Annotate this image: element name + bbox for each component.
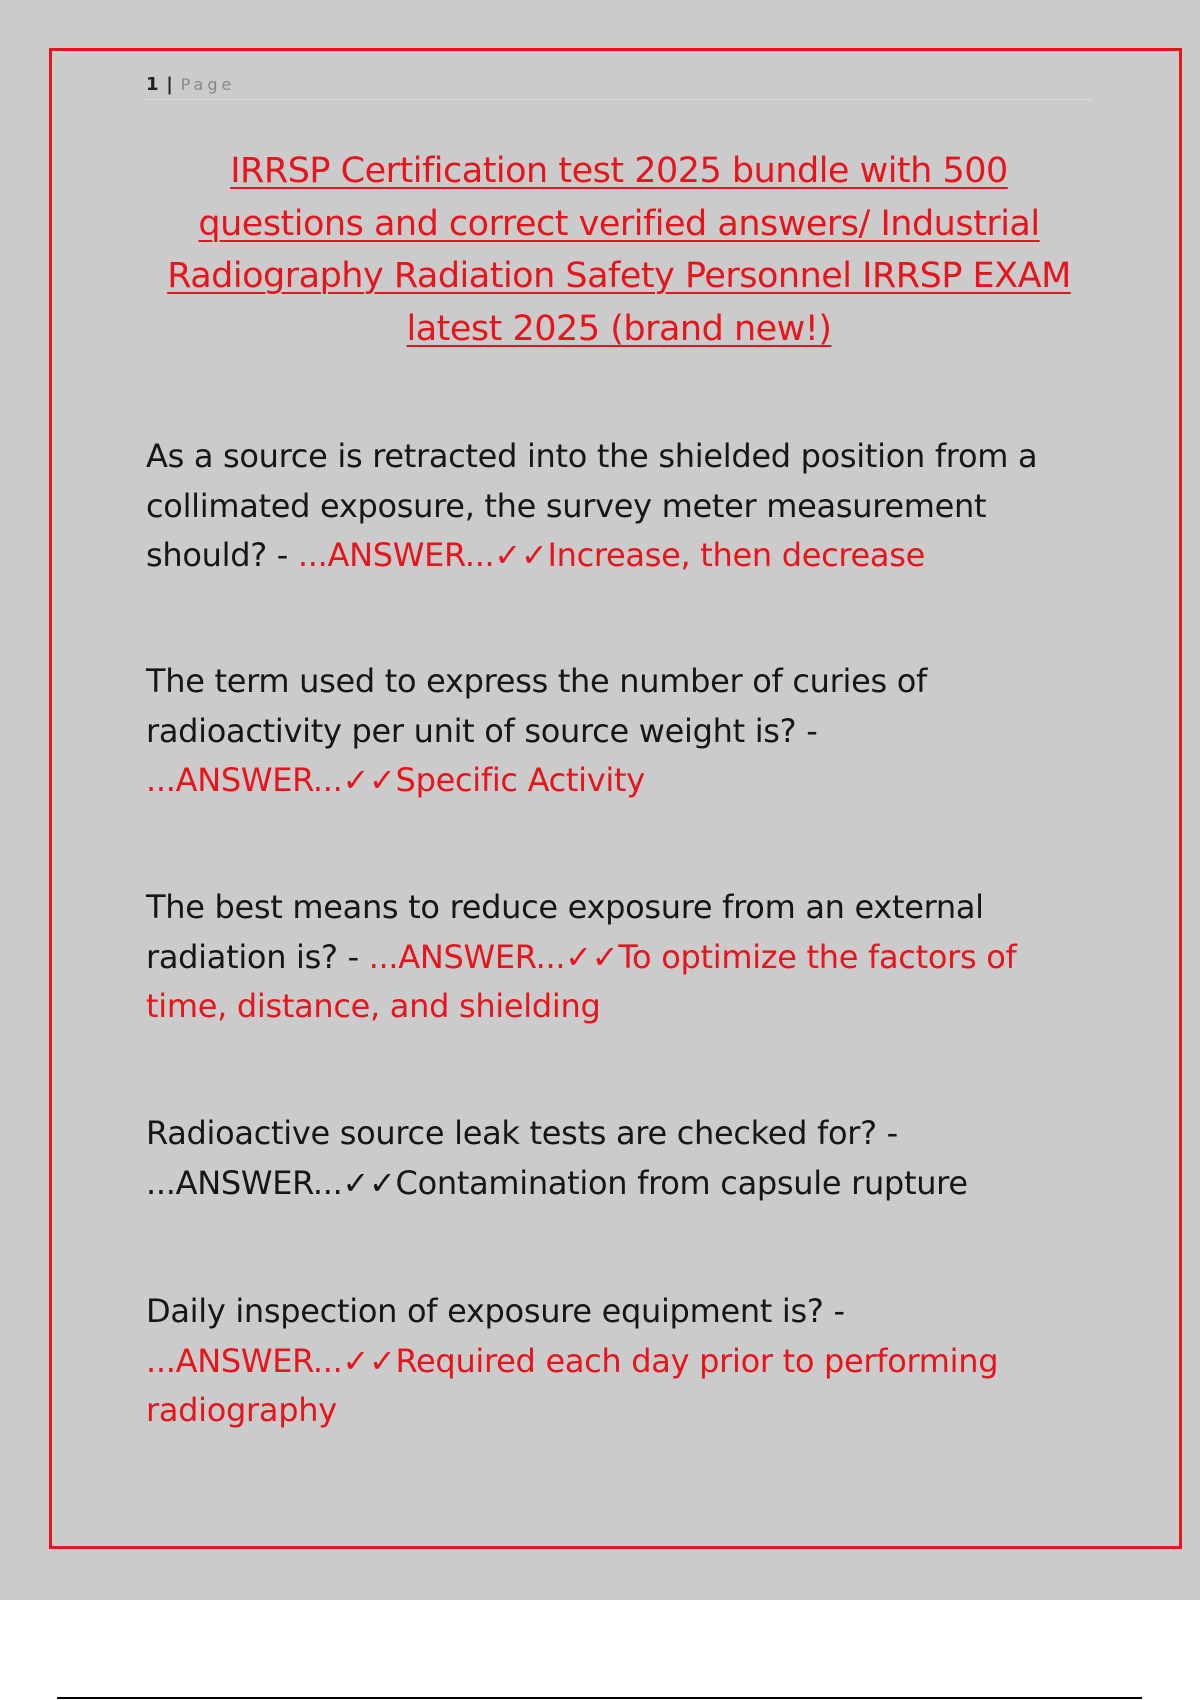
answer-text: ...ANSWER...✓✓Specific Activity [146, 761, 645, 799]
question-text: Radioactive source leak tests are checked for? - [146, 1114, 898, 1152]
answer-text: ...ANSWER...✓✓Contamination from capsule rupture [146, 1163, 968, 1202]
answer-text: ...ANSWER...✓✓To optimize the factors of time, distance, and shielding [146, 937, 1017, 1025]
question-text: Daily inspection of exposure equipment is? - [146, 1292, 845, 1330]
question-text: As a source is retracted into the shielded position from a collimated exposure, the survey meter measurement should? - [146, 437, 1038, 574]
page-label: Page [180, 75, 236, 94]
qa-item [146, 1287, 1092, 1436]
footer-rule [57, 1697, 1142, 1699]
question-text: The best means to reduce exposure from an external radiation is? - [146, 888, 984, 976]
qa-item [146, 1109, 1092, 1208]
page-header-separator: | [166, 74, 173, 95]
qa-item [146, 657, 1092, 806]
qa-item [146, 432, 1092, 581]
answer-text: ...ANSWER...✓✓Increase, then decrease [297, 536, 925, 574]
document-title: IRRSP Certification test 2025 bundle with 500 questions and correct verified answers/ Industrial Radiography Radiation Safety Personnel IRRSP EXAM latest 2025 (brand new!) [167, 151, 1071, 349]
page-header [146, 70, 1092, 100]
qa-item [146, 883, 1092, 1032]
page-number: 1 [146, 74, 159, 95]
question-text: The term used to express the number of curies of radioactivity per unit of source weight is? - [146, 662, 927, 750]
answer-text: ...ANSWER...✓✓Required each day prior to performing radiography [146, 1341, 999, 1429]
